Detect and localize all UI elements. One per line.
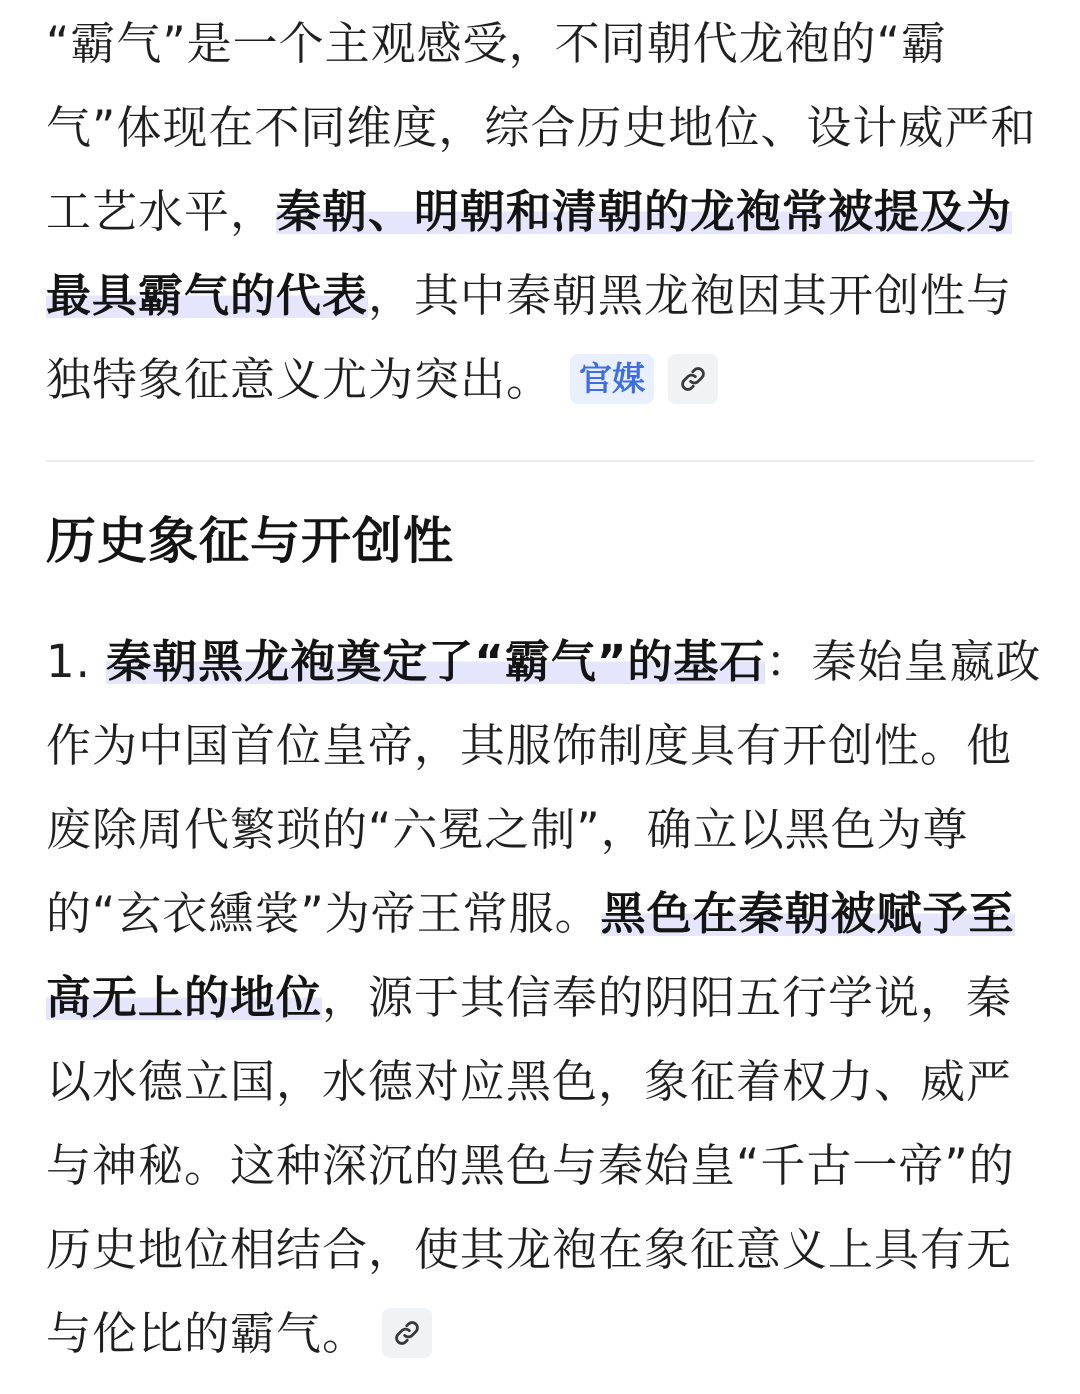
link-icon [679, 365, 707, 393]
section-divider [46, 460, 1034, 462]
source-link-button[interactable] [382, 1308, 432, 1358]
paragraph-text: ：秦始皇嬴政作为中国首位皇帝，其服饰制度具有开创性。他废除周代繁琐的“六冕之制”，确立以黑色为尊的“玄衣纁裳”为帝王常服。 [46, 635, 1042, 940]
highlighted-text: 秦朝、明朝和清朝的龙袍常被提及为最具霸气的代表 [46, 185, 1013, 322]
list-item-title: 秦朝黑龙袍奠定了“霸气”的基石 [106, 635, 766, 688]
paragraph-text: ，源于其信奉的阴阳五行学说，秦以水德立国，水德对应黑色，象征着权力、威严与神秘。这种深沉的黑色与秦始皇“千古一帝”的历史地位相结合，使其龙袍在象征意义上具有无与伦比的霸气。 [46, 971, 1015, 1360]
section-heading: 历史象征与开创性 [46, 512, 454, 570]
source-badge[interactable]: 官媒 [570, 354, 654, 404]
highlighted-text: 黑色在秦朝被赋予至高无上的地位 [46, 887, 1015, 1024]
list-number: 1. [46, 635, 107, 688]
paragraph-summary [46, 2, 1046, 422]
source-link-button[interactable] [668, 354, 718, 404]
list-item [46, 620, 1046, 1376]
link-icon [393, 1319, 421, 1347]
paragraph-text: “霸气”是一个主观感受，不同朝代龙袍的“霸气”体现在不同维度，综合历史地位、设计威严和工艺水平， [46, 17, 1037, 238]
paragraph-text: ，其中秦朝黑龙袍因其开创性与独特象征意义尤为突出。 [46, 269, 1013, 406]
